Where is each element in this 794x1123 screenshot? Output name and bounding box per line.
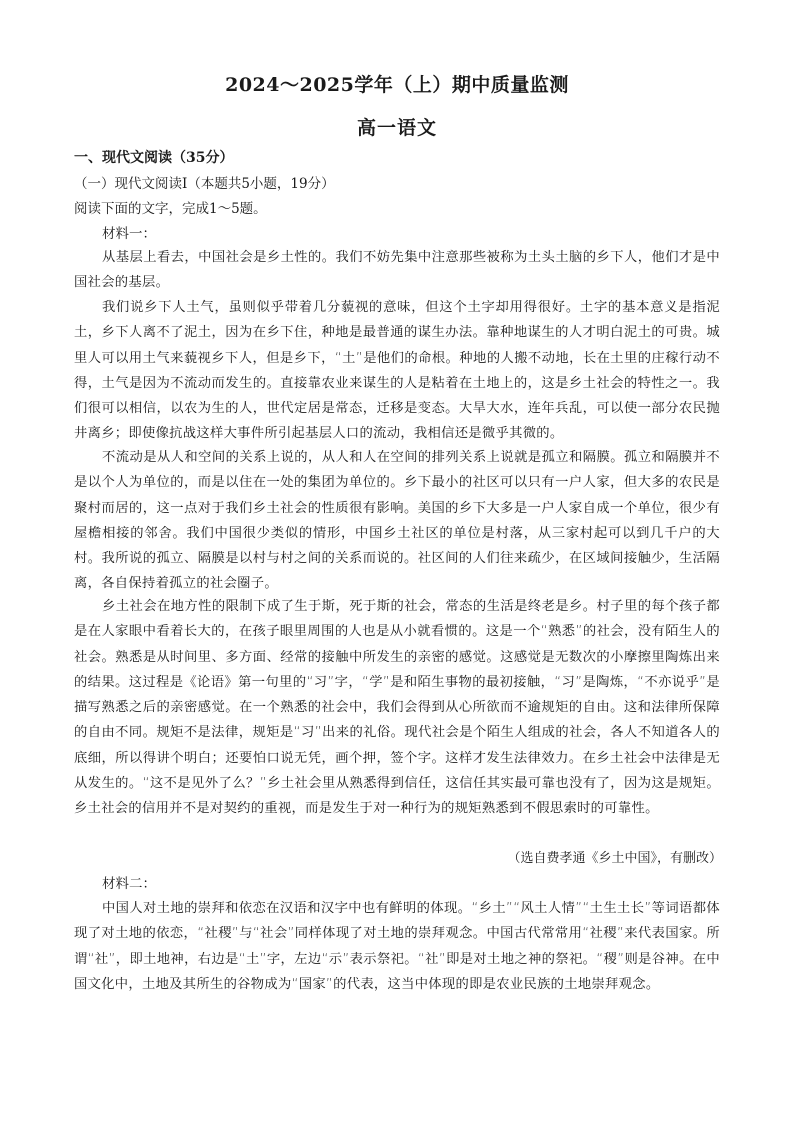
page-title: 2024～2025学年（上）期中质量监测 [225, 74, 569, 96]
material-one-label: 材料一： [102, 226, 156, 242]
material-two-label: 材料二： [102, 876, 156, 892]
material-one-paragraph: 不流动是从人和空间的关系上说的，从人和人在空间的排列关系上说就是孤立和隔膜。孤立和隔膜并不是以个人为单位的，而是以住在一处的集团为单位的。乡下最小的社区可以只有一户人家，但大多的农民是聚村而居的，这一点对于我们乡土社会的性质很有影响。美国的乡下大多是一户人家自成一个单位，很少有屋檐相接的邻舍。我们中国很少类似的情形，中国乡土社区的单位是村落，从三家村起可以到几千户的大村。我所说的孤立、隔膜是以村与村之间的关系而说的。社区间的人们往来疏少，在区域间接触少，生活隔离，各自保持着孤立的社会圈子。 [74, 450, 720, 592]
material-one-source: （选自费孝通《乡土中国》，有删改） [507, 851, 722, 866]
reading-instruction: 阅读下面的文字，完成1～5题。 [74, 201, 267, 217]
section-heading: 一、现代文阅读（35分） [74, 150, 234, 166]
material-two-paragraph: 中国人对土地的崇拜和依恋在汉语和汉字中也有鲜明的体现。“乡土”“风土人情”“土生土长”等词语都体现了对土地的依恋，“社稷”与“社会”同样体现了对土地的崇拜观念。中国古代常常用“社稷”来代表国家。所谓“社”，即土地神，右边是“土”字，左边“示”表示祭祀。“社”即是对土地之神的祭祀。“稷”则是谷神。在中国文化中，土地及其所生的谷物成为“国家”的代表，这当中体现的即是农业民族的土地崇拜观念。 [74, 901, 720, 992]
material-one-paragraph: 从基层上看去，中国社会是乡土性的。我们不妨先集中注意那些被称为土头土脑的乡下人，他们才是中国社会的基层。 [74, 250, 720, 291]
subsection-heading: （一）现代文阅读Ⅰ（本题共5小题，19分） [74, 176, 335, 192]
page-subtitle: 高一语文 [356, 117, 437, 139]
material-one-paragraph: 我们说乡下人土气，虽则似乎带着几分藐视的意味，但这个土字却用得很好。土字的基本意义是指泥土，乡下人离不了泥土，因为在乡下住，种地是最普通的谋生办法。靠种地谋生的人才明白泥土的可贵。城里人可以用土气来藐视乡下人，但是乡下，“土”是他们的命根。种地的人搬不动地，长在土里的庄稼行动不得，土气是因为不流动而发生的。直接靠农业来谋生的人是粘着在土地上的，这是乡土社会的特性之一。我们很可以相信，以农为生的人，世代定居是常态，迁移是变态。大旱大水，连年兵乱，可以使一部分农民抛井离乡；即使像抗战这样大事件所引起基层人口的流动，我相信还是微乎其微的。 [74, 300, 720, 442]
material-one-paragraph: 乡土社会在地方性的限制下成了生于斯，死于斯的社会，常态的生活是终老是乡。村子里的每个孩子都是在人家眼中看着长大的，在孩子眼里周围的人也是从小就看惯的。这是一个“熟悉”的社会，没有陌生人的社会。熟悉是从时间里、多方面、经常的接触中所发生的亲密的感觉。这感觉是无数次的小摩擦里陶炼出来的结果。这过程是《论语》第一句里的“习”字，“学”是和陌生事物的最初接触，“习”是陶炼，“不亦说乎”是描写熟悉之后的亲密感觉。在一个熟悉的社会中，我们会得到从心所欲而不逾规矩的自由。这和法律所保障的自由不同。规矩不是法律，规矩是“习”出来的礼俗。现代社会是个陌生人组成的社会，各人不知道各人的底细，所以得讲个明白；还要怕口说无凭，画个押，签个字。这样才发生法律效力。在乡土社会中法律是无从发生的。“这不是见外了么？”乡土社会里从熟悉得到信任，这信任其实最可靠也没有了，因为这是规矩。乡土社会的信用并不是对契约的重视，而是发生于对一种行为的规矩熟悉到不假思索时的可靠性。 [74, 599, 720, 817]
